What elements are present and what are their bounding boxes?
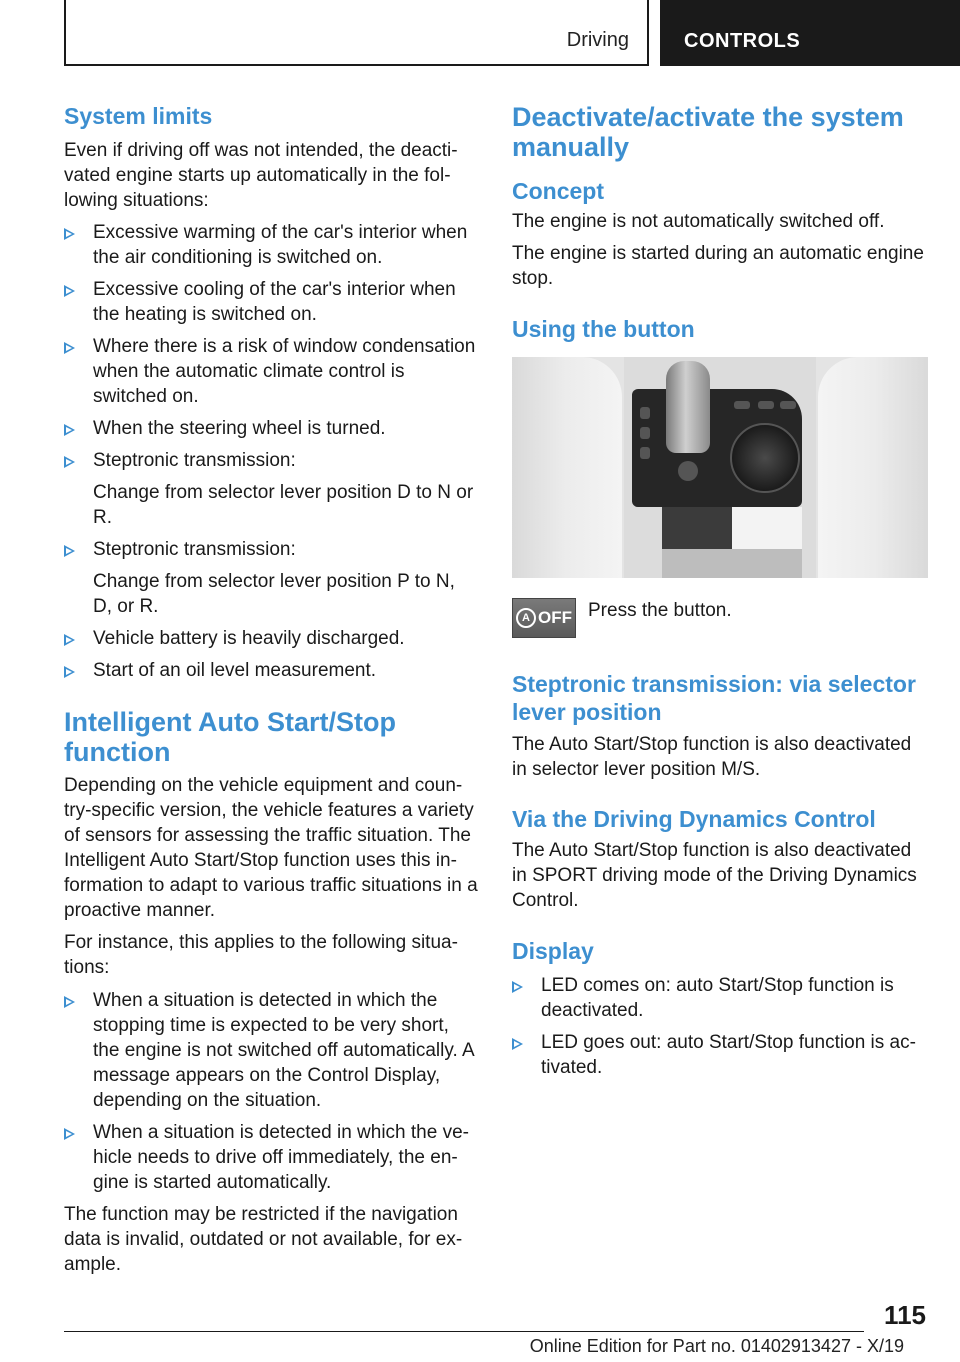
heading-concept: Concept	[512, 178, 604, 204]
concept-para-1: The engine is not automatically switched off.	[512, 211, 885, 232]
heading-system-limits: System limits	[64, 103, 213, 129]
auto-start-stop-off-button-icon: A OFF	[512, 598, 576, 638]
header-section-box	[64, 0, 649, 66]
idrive-controller-knob	[730, 423, 800, 493]
console-button-icon	[734, 401, 750, 409]
triangle-bullet-icon	[64, 285, 75, 297]
triangle-bullet-icon	[64, 634, 75, 646]
auto-off-button-row	[512, 598, 930, 638]
heading-intelligent-auto-start-stop: Intelligent Auto Start/Stop function	[64, 707, 396, 767]
intelligent-list	[64, 988, 478, 1195]
system-limits-intro: Even if driving off was not intended, the deacti-vated engine starts up automatically in the fol-lowing situations:	[64, 140, 458, 211]
triangle-bullet-icon	[64, 666, 75, 678]
heading-using-the-button: Using the button	[512, 316, 695, 342]
press-the-button-text: Press the button.	[588, 600, 732, 621]
header-chapter-tab	[660, 0, 960, 66]
center-console-image	[512, 357, 928, 578]
console-storage-light	[732, 507, 802, 549]
steptronic-para: The Auto Start/Stop function is also deactivated in selector lever position M/S.	[512, 734, 912, 780]
list-item: Steptronic transmission: Change from selector lever position P to N, D, or R.	[64, 537, 478, 619]
header-section-title: Driving	[566, 29, 629, 51]
list-item: When the steering wheel is turned.	[64, 416, 478, 441]
system-limits-list	[64, 220, 478, 683]
intelligent-para-3: The function may be restricted if the navigation data is invalid, outdated or not available, for ex-ample.	[64, 1204, 463, 1275]
console-button-icon	[780, 401, 796, 409]
left-column	[64, 102, 478, 1277]
header-chapter-title: CONTROLS	[684, 30, 801, 52]
triangle-bullet-icon	[64, 545, 75, 557]
triangle-bullet-icon	[512, 981, 523, 993]
right-column	[512, 102, 930, 1080]
console-storage-dark	[662, 507, 732, 549]
concept-para-2: The engine is started during an automatic engine stop.	[512, 243, 924, 289]
page-number: 115	[884, 1300, 926, 1330]
seat-left-shape	[512, 357, 622, 578]
list-item: Steptronic transmission: Change from selector lever position D to N or R.	[64, 448, 478, 530]
gear-selector-lever	[666, 361, 710, 453]
heading-display: Display	[512, 938, 594, 964]
list-item: LED comes on: auto Start/Stop function is deactivated.	[512, 973, 930, 1023]
intelligent-para-2: For instance, this applies to the following situa-tions:	[64, 932, 458, 978]
display-list	[512, 973, 930, 1080]
list-item: Vehicle battery is heavily discharged.	[64, 626, 478, 651]
console-button-icon	[640, 407, 650, 419]
ddc-para: The Auto Start/Stop function is also deactivated in SPORT driving mode of the Driving Dynamics Control.	[512, 840, 917, 911]
heading-deactivate-activate: Deactivate/activate the system manually	[512, 102, 904, 162]
console-button-icon	[640, 427, 650, 439]
console-bottom-strip	[662, 549, 802, 578]
triangle-bullet-icon	[64, 424, 75, 436]
console-button-icon	[758, 401, 774, 409]
list-item: When a situation is detected in which the stopping time is expected to be very short, the engine is not switched off automatically. A message appears on the Control Display, depending on the situation.	[64, 988, 478, 1113]
triangle-bullet-icon	[512, 1038, 523, 1050]
start-stop-button-icon	[678, 461, 698, 481]
footer-edition-text: Online Edition for Part no. 01402913427 - X/19	[529, 1336, 904, 1356]
list-item: Start of an oil level measurement.	[64, 658, 478, 683]
list-item: When a situation is detected in which the ve-hicle needs to drive off immediately, the en-gine is started automatically.	[64, 1120, 478, 1195]
list-item: Excessive warming of the car's interior when the air conditioning is switched on.	[64, 220, 478, 270]
intelligent-para-1: Depending on the vehicle equipment and coun-try-specific version, the vehicle features a variety of sensors for assessing the traffic situation. The Intelligent Auto Start/Stop function uses this in-formation to adapt to various traffic situations in a proactive manner.	[64, 775, 478, 921]
list-item: Where there is a risk of window condensation when the automatic climate control is switched on.	[64, 334, 478, 409]
seat-right-shape	[818, 357, 928, 578]
list-item: LED goes out: auto Start/Stop function is ac-tivated.	[512, 1030, 930, 1080]
triangle-bullet-icon	[64, 228, 75, 240]
console-button-icon	[640, 447, 650, 459]
triangle-bullet-icon	[64, 342, 75, 354]
heading-steptronic-selector: Steptronic transmission: via selector lever position	[512, 671, 916, 725]
heading-driving-dynamics-control: Via the Driving Dynamics Control	[512, 806, 876, 832]
list-item: Excessive cooling of the car's interior when the heating is switched on.	[64, 277, 478, 327]
triangle-bullet-icon	[64, 996, 75, 1008]
triangle-bullet-icon	[64, 456, 75, 468]
triangle-bullet-icon	[64, 1128, 75, 1140]
footer-rule	[64, 1331, 864, 1332]
